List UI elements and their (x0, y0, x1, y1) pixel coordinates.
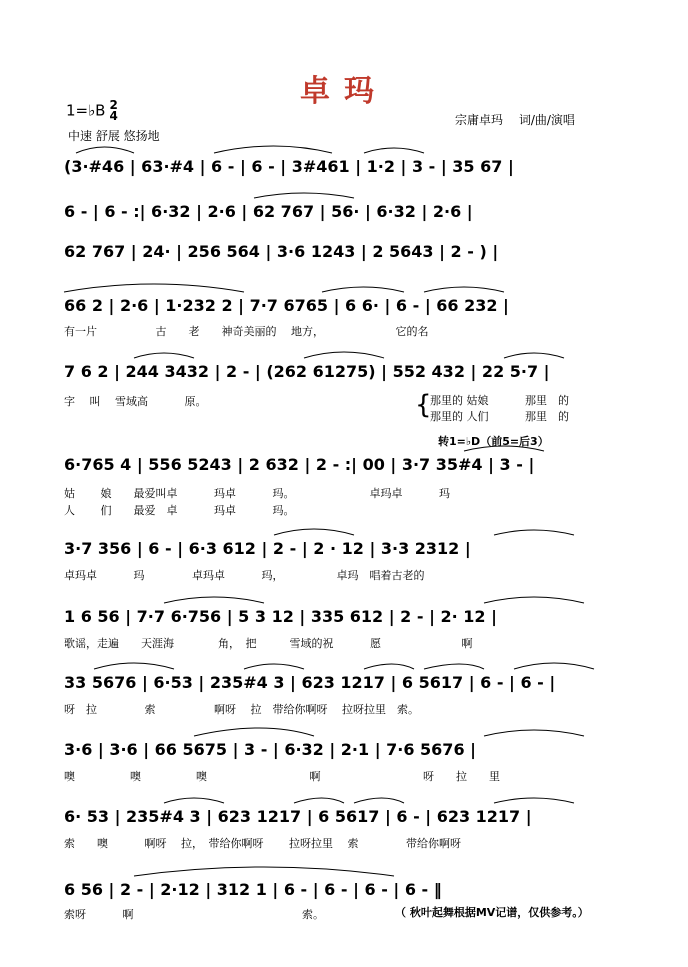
notes: 6· 53 | 235#4 3 | 623 1217 | 6 5617 | 6 - | 623 1217 | (64, 807, 532, 826)
notes: 33 5676 | 6·53 | 235#4 3 | 623 1217 | 6 5617 | 6 - | 6 - | (64, 673, 556, 692)
time-numerator: 2 (109, 98, 118, 112)
song-title: 卓玛 (300, 74, 388, 109)
score-row (64, 240, 604, 264)
footnote: （ 秋叶起舞根据MV记谱，仅供参考。） (395, 906, 589, 919)
key-label: 1=♭B (66, 101, 106, 120)
song-credit: 宗庸卓玛 词/曲/演唱 (455, 113, 575, 127)
notes: 3·7 356 | 6 - | 6·3 612 | 2 - | 2 · 12 | 3·3 2312 | (64, 539, 471, 558)
key-change: 转1=♭D（前5=后3） (438, 435, 549, 448)
key-signature (66, 100, 118, 122)
lyric-line: 有一片 古 老 神奇美丽的 地方， 它的名 (64, 325, 429, 338)
score-row (64, 738, 604, 762)
score-row (64, 805, 604, 829)
lyric-line: 索 噢 啊呀 拉， 带给你啊呀 拉呀拉里 索 带给你啊呀 (64, 837, 461, 850)
score-row (64, 155, 604, 179)
score-row (64, 360, 604, 384)
lyric-line-verse-1: 那里的 姑娘 那里 的 (430, 394, 569, 407)
notes: (3·#46 | 63·#4 | 6 - | 6 - | 3#461 | 1·2 | 3 - | 35 67 | (64, 157, 514, 176)
lyric-line: 卓玛卓 玛 卓玛卓 玛， 卓玛 唱着古老的 (64, 569, 425, 582)
verse-brace: { (415, 390, 432, 420)
notes: 6 - | 6 - :| 6·32 | 2·6 | 62 767 | 56· | 6·32 | 2·6 | (64, 202, 473, 221)
lyric-line: 姑 娘 最爱叫卓 玛卓 玛。 卓玛卓 玛 (64, 487, 450, 500)
notes: 1 6 56 | 7·7 6·756 | 5 3 12 | 335 612 | 2 - | 2· 12 | (64, 607, 497, 626)
tempo-marking: 中速 舒展 悠扬地 (68, 129, 160, 143)
notes: 6·765 4 | 556 5243 | 2 632 | 2 - :| 00 | 3·7 35#4 | 3 - | (64, 455, 535, 474)
notes: 6 56 | 2 - | 2·12 | 312 1 | 6 - | 6 - | 6 - | 6 - ‖ (64, 880, 442, 899)
score-row (64, 671, 604, 695)
score-row (64, 537, 604, 561)
score-row (64, 453, 604, 477)
notes: 3·6 | 3·6 | 66 5675 | 3 - | 6·32 | 2·1 | 7·6 5676 | (64, 740, 476, 759)
lyric-line: 噢 噢 噢 啊 呀 拉 里 (64, 770, 500, 783)
score-row (64, 200, 604, 224)
score-row (64, 605, 604, 629)
time-signature (109, 100, 117, 122)
score-row (64, 294, 604, 318)
score-row (64, 878, 604, 902)
notes: 62 767 | 24· | 256 564 | 3·6 1243 | 2 5643 | 2 - ) | (64, 242, 499, 261)
lyric-line: 字 叫 雪域高 原。 (64, 395, 207, 408)
time-denominator: 4 (109, 109, 118, 123)
notes: 66 2 | 2·6 | 1·232 2 | 7·7 6765 | 6 6· | 6 - | 66 232 | (64, 296, 509, 315)
lyric-line: 人 们 最爱 卓 玛卓 玛。 (64, 504, 295, 517)
lyric-line: 歌谣，走遍 天涯海 角， 把 雪域的祝 愿 啊 (64, 637, 473, 650)
lyric-line-verse-2: 那里的 人们 那里 的 (430, 410, 569, 423)
notes: 7 6 2 | 244 3432 | 2 - | (262 61275) | 552 432 | 22 5·7 | (64, 362, 550, 381)
lyric-line: 呀 拉 索 啊呀 拉 带给你啊呀 拉呀拉里 索。 (64, 703, 419, 716)
lyric-line: 索呀 啊 索。 (64, 908, 324, 921)
